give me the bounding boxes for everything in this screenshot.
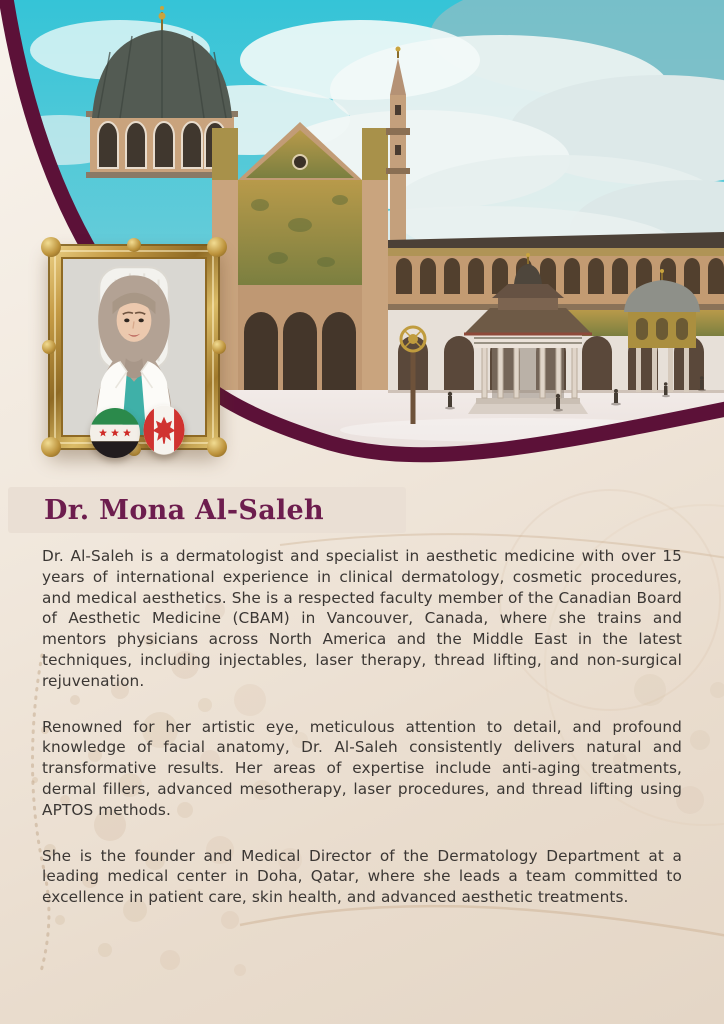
name-banner: [8, 487, 406, 533]
frame-ornament: [127, 238, 141, 252]
bio-paragraph: Dr. Al-Saleh is a dermatologist and specialist in aesthetic medicine with over 15 years of international experience in clinical dermatology, cosmetic procedures, and medical aesthetics. She is a respected faculty member of the Canadian Board of Aesthetic Medicine (CBAM) in Vancouver, Canada, where she trains and mentors physicians across North America and the Middle East in the latest techniques, including injectables, laser therapy, thread lifting, and non-surgical rejuvenation.: [42, 547, 682, 690]
frame-ornament: [212, 340, 226, 354]
frame-ornament: [207, 437, 227, 457]
frame-ornament: [207, 237, 227, 257]
frame-ornament: [41, 437, 61, 457]
bio-paragraph: Renowned for her artistic eye, meticulous attention to detail, and profound knowledge of facial anatomy, Dr. Al-Saleh consistently delivers natural and transformative results. Her areas of expertise include anti-aging treatments, dermal fillers, advanced mesotherapy, laser procedures, and thread lifting using APTOS methods.: [42, 717, 682, 819]
frame-ornament: [41, 237, 61, 257]
syria-flag-icon: [90, 408, 140, 458]
biography-section: [42, 546, 682, 933]
frame-ornament: [42, 340, 56, 354]
bio-paragraph: She is the founder and Medical Director of the Dermatology Department at a leading medical center in Doha, Qatar, where she leads a team committed to excellence in patient care, skin health, and advanced aesthetic treatments.: [42, 846, 682, 907]
canada-flag-icon: [143, 405, 185, 455]
doctor-name: Dr. Mona Al-Saleh: [44, 494, 324, 526]
